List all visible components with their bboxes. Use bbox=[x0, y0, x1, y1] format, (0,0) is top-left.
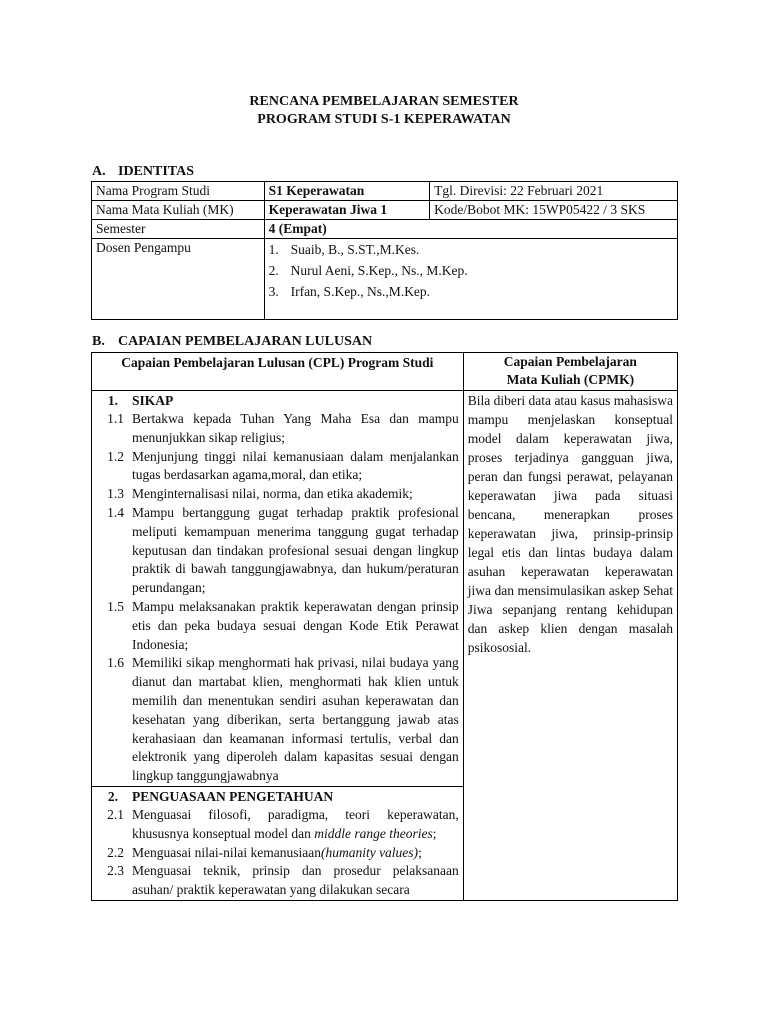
learning-outcomes-table bbox=[91, 352, 678, 901]
section-a-title: IDENTITAS bbox=[118, 164, 194, 179]
identity-extra: Kode/Bobot MK: 15WP05422 / 3 SKS bbox=[430, 201, 678, 220]
cpmk-header-line2: Mata Kuliah (CPMK) bbox=[506, 372, 635, 387]
group-number: 2. bbox=[107, 788, 118, 804]
list-number: 3. bbox=[268, 284, 279, 299]
lecturer-name: Nurul Aeni, S.Kep., Ns., M.Kep. bbox=[290, 263, 468, 278]
item-text: Mampu melaksanakan praktik keperawatan dengan prinsip etis dan peka budaya sesuai dengan Kode Etik Perawat Indonesia; bbox=[132, 598, 459, 652]
item-text: Menginternalisasi nilai, norma, dan etika akademik; bbox=[132, 486, 413, 502]
item-text-part: Menguasai nilai-nilai kemanusiaan bbox=[132, 844, 321, 860]
group-title: PENGUASAAN PENGETAHUAN bbox=[132, 788, 334, 804]
item-text-end: ; bbox=[418, 844, 422, 860]
cpl-header: Capaian Pembelajaran Lulusan (CPL) Program Studi bbox=[92, 353, 464, 391]
section-b-letter: B. bbox=[92, 334, 105, 349]
item-number: 1.6 bbox=[107, 655, 124, 671]
item-number: 1.5 bbox=[107, 598, 124, 614]
identity-table bbox=[91, 181, 678, 320]
item-text: Mampu bertanggung gugat terhadap praktik profesional meliputi kemampuan menerima tanggung gugat terhadap keputusan dan tindakan profesional sesuai dengan lingkup praktik di bawah tanggungjawabnya, dan hukum/peraturan perundangan; bbox=[132, 504, 459, 596]
list-number: 1. bbox=[268, 242, 279, 257]
item-text bbox=[132, 806, 459, 844]
item-text-end: ; bbox=[432, 825, 437, 841]
item-text-italic: (humanity values) bbox=[320, 844, 419, 860]
list-item bbox=[92, 504, 459, 598]
lecturer-name: Irfan, S.Kep., Ns.,M.Kep. bbox=[290, 284, 431, 299]
list-item bbox=[92, 654, 459, 786]
item-number: 2.3 bbox=[107, 863, 124, 879]
lecturer-list bbox=[269, 239, 673, 302]
group-heading bbox=[92, 788, 459, 806]
list-item bbox=[269, 281, 673, 302]
identity-value: 4 (Empat) bbox=[264, 220, 677, 239]
cpmk-description: Bila diberi data atau kasus mahasiswa mampu menjelaskan konseptual model dalam keperawatan jiwa, proses terjadinya gangguan jiwa, peran dan fungsi perawat, pelayanan keperawatan jiwa pada situasi bencana, menerapkan proses keperawatan jiwa, prinsip-prinsip legal etis dan lintas budaya dalam asuhan keperawatan keperawatan jiwa dan mensimulasikan askep Sehat Jiwa sepanjang rentang kehidupan dan askep klien dengan masalah psikososial. bbox=[463, 391, 677, 901]
pengetahuan-group bbox=[92, 787, 463, 900]
list-item bbox=[92, 806, 459, 844]
lecturer-name: Suaib, B., S.ST.,M.Kes. bbox=[290, 242, 420, 257]
table-row bbox=[92, 201, 678, 220]
list-item bbox=[269, 239, 673, 260]
identity-label: Nama Program Studi bbox=[92, 182, 265, 201]
group-number: 1. bbox=[107, 393, 118, 408]
identity-label: Dosen Pengampu bbox=[92, 239, 265, 320]
table-row bbox=[92, 239, 678, 320]
item-number: 1.3 bbox=[107, 486, 124, 502]
list-item bbox=[92, 448, 459, 486]
identity-extra: Tgl. Direvisi: 22 Februari 2021 bbox=[430, 182, 678, 201]
cpmk-header bbox=[463, 353, 677, 391]
list-item bbox=[92, 844, 459, 863]
section-b-heading bbox=[92, 334, 372, 350]
table-row bbox=[92, 220, 678, 239]
item-number: 1.2 bbox=[107, 448, 124, 464]
list-item bbox=[92, 485, 459, 504]
list-item bbox=[92, 862, 459, 900]
section-a-heading bbox=[92, 164, 194, 180]
section-a-letter: A. bbox=[92, 164, 106, 179]
sikap-group bbox=[92, 391, 463, 787]
table-row bbox=[92, 391, 678, 901]
list-number: 2. bbox=[268, 263, 279, 278]
list-item bbox=[92, 410, 459, 448]
item-text bbox=[132, 844, 459, 863]
item-text: Menjunjung tinggi nilai kemanusiaan dalam menjalankan tugas berdasarkan agama,moral, dan etika; bbox=[132, 448, 459, 483]
item-text: Menguasai teknik, prinsip dan prosedur pelaksanaan asuhan/ praktik keperawatan yang dilakukan secara bbox=[132, 863, 459, 898]
item-number: 2.1 bbox=[107, 806, 124, 822]
lecturer-cell bbox=[264, 239, 677, 320]
item-text-part: Menguasai filosofi, paradigma, teori keperawatan, khususnya konseptual model dan bbox=[132, 806, 459, 841]
item-number: 2.2 bbox=[107, 844, 124, 860]
document-subtitle: PROGRAM STUDI S-1 KEPERAWATAN bbox=[257, 112, 511, 127]
item-text: Memiliki sikap menghormati hak privasi, nilai budaya yang dianut dan martabat klien, menghormati hak klien untuk memilih dan menentukan sendiri asuhan keperawatan dan kesehatan yang diberikan, serta bertanggung jawab atas kerahasiaan dan keamanan informasi tertulis, verbal dan elektronik yang diperoleh dalam kapasitas sesuai dengan lingkup tanggungjawabnya bbox=[132, 655, 459, 784]
item-number: 1.4 bbox=[107, 504, 124, 520]
section-b-title: CAPAIAN PEMBELAJARAN LULUSAN bbox=[118, 334, 373, 349]
document-title: RENCANA PEMBELAJARAN SEMESTER bbox=[249, 94, 519, 109]
group-title: SIKAP bbox=[132, 393, 174, 408]
item-text-italic: middle range theories bbox=[314, 825, 433, 841]
item-text: Bertakwa kepada Tuhan Yang Maha Esa dan mampu menunjukkan sikap religius; bbox=[132, 411, 459, 445]
identity-label: Semester bbox=[92, 220, 265, 239]
item-number: 1.1 bbox=[107, 411, 124, 426]
group-heading bbox=[92, 392, 459, 410]
table-row bbox=[92, 353, 678, 391]
cpl-body bbox=[92, 391, 464, 901]
identity-value: S1 Keperawatan bbox=[264, 182, 430, 201]
identity-value: Keperawatan Jiwa 1 bbox=[264, 201, 430, 220]
identity-label: Nama Mata Kuliah (MK) bbox=[92, 201, 265, 220]
table-row bbox=[92, 182, 678, 201]
list-item bbox=[269, 260, 673, 281]
list-item bbox=[92, 598, 459, 654]
cpmk-header-line1: Capaian Pembelajaran bbox=[503, 354, 637, 369]
